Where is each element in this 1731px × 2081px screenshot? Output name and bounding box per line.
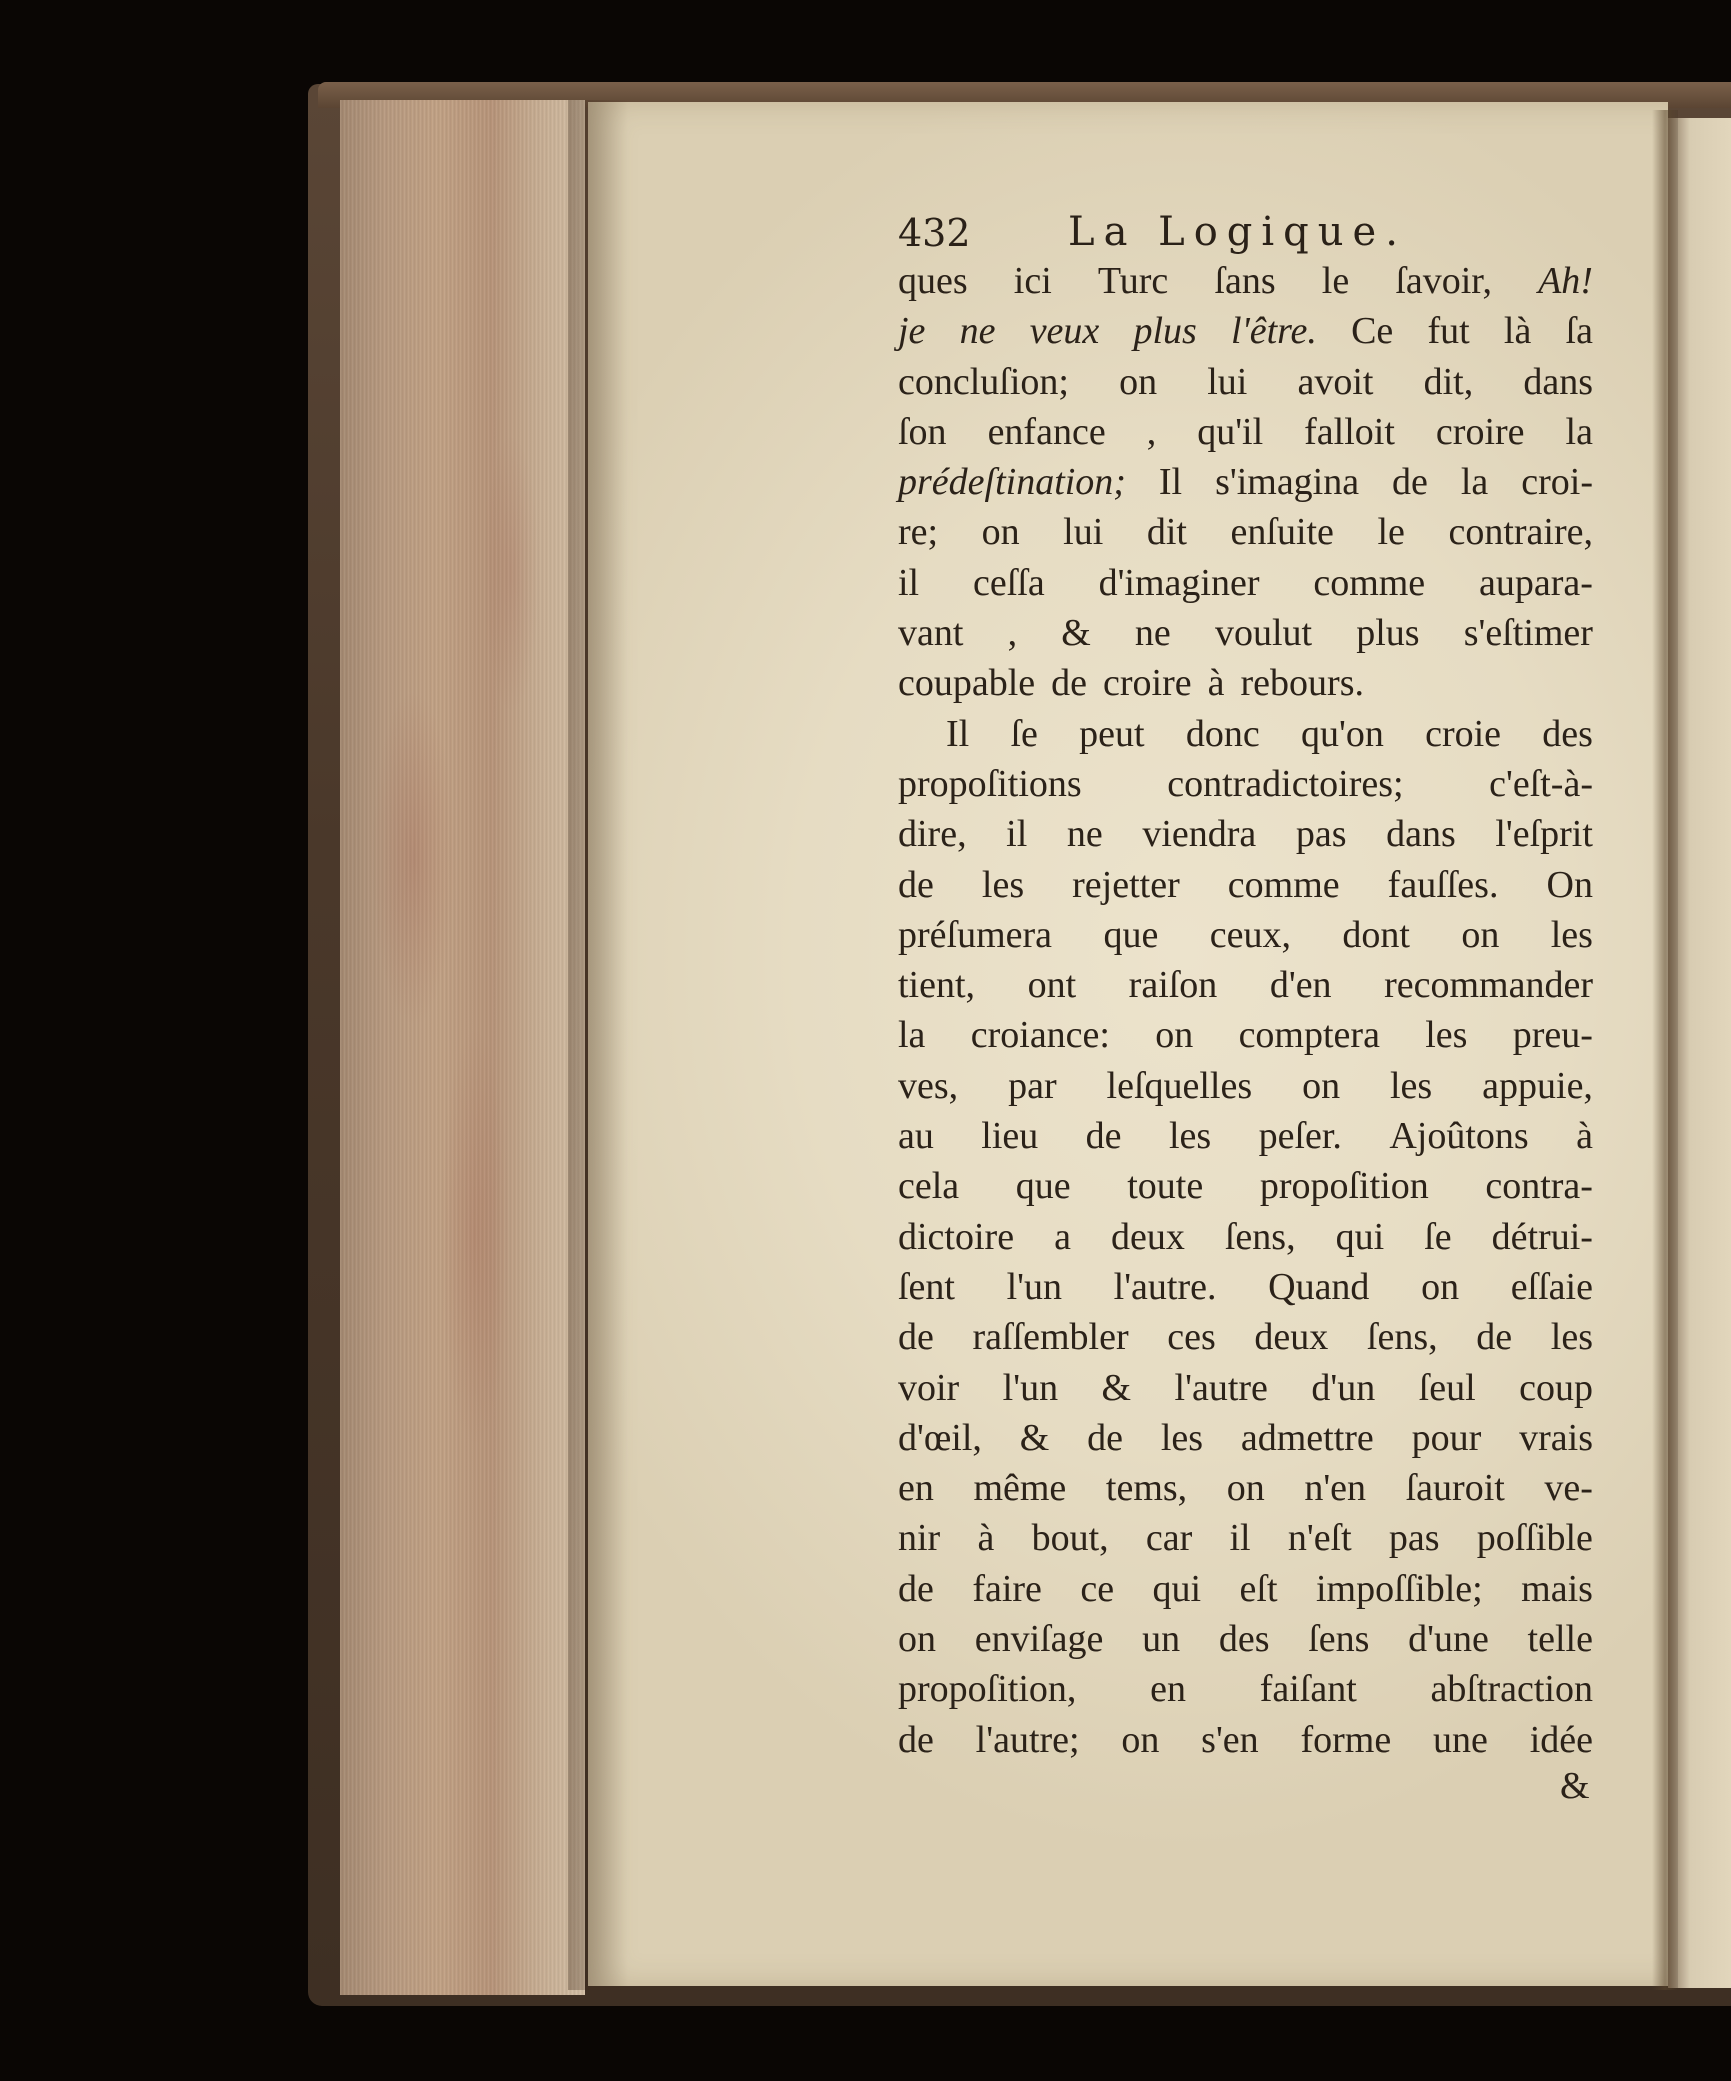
word: ſauroit [1405,1467,1505,1510]
text-line [898,1564,1593,1614]
word: de [898,1567,934,1610]
text-line [898,910,1593,960]
gutter-shadow [1652,110,1678,1990]
page-shadow [568,100,628,1990]
word: abſtraction [1430,1668,1593,1711]
running-title: La Logique. [1068,209,1407,255]
word: on [1421,1265,1460,1308]
word: là [1503,310,1532,353]
text-line [898,306,1593,356]
text-line [898,860,1593,910]
word: Il [1158,461,1183,504]
word: plus [1356,612,1420,655]
word: pour [1411,1416,1482,1459]
word: l'un [1006,1265,1063,1308]
word: rejetter [1072,863,1180,906]
word: cela [898,1165,960,1208]
word: ſavoir, [1395,260,1492,302]
text-line [898,357,1593,407]
word: deux [1110,1215,1185,1258]
word: Il [946,712,970,755]
word: propoſition, [898,1668,1077,1711]
word: à [977,1517,995,1560]
word: contradictoires; [1167,762,1404,805]
word: donc [1185,712,1260,755]
word: on [1461,913,1500,956]
word: dit, [1423,360,1474,403]
text-line [898,1010,1593,1060]
word: croie [1425,712,1502,755]
word: fauſſes. [1387,863,1499,906]
word: ſe [1424,1215,1452,1258]
text-line [898,809,1593,859]
word: ves, [898,1064,959,1107]
word: croire [1103,662,1192,705]
word: croire [1435,410,1525,453]
text-line [898,1111,1593,1161]
word: comptera [1238,1014,1380,1057]
word: les [1168,1115,1212,1158]
word: eſt [1239,1567,1278,1610]
word: raiſon [1128,964,1218,1007]
word: que [1103,913,1159,956]
word: ici [1013,260,1052,302]
word: dire, [898,813,967,856]
word: , [1007,612,1018,655]
word: d'un [1311,1366,1376,1409]
word: & [1019,1416,1050,1459]
text-line [898,658,1593,708]
word: on [898,1618,936,1661]
word: de [1085,1115,1122,1158]
word: rebours. [1240,662,1364,705]
word: admettre [1240,1416,1374,1459]
word: a [1054,1215,1071,1258]
word: ve- [1544,1467,1593,1510]
text-line [898,608,1593,658]
word: la [898,1014,926,1057]
word: mais [1521,1567,1593,1610]
word: bout, [1031,1517,1109,1560]
word: ne [959,310,996,353]
text-line [898,558,1593,608]
word: la [1565,410,1593,453]
word: un [1142,1618,1181,1661]
word: même [973,1467,1067,1510]
word: le [1321,260,1350,302]
word: qui [1335,1215,1385,1258]
word: il [1229,1517,1251,1560]
text-line [898,1363,1593,1413]
word: on [1155,1014,1194,1057]
word: & [1101,1366,1132,1409]
text-line [898,1161,1593,1211]
word: qu'on [1300,712,1384,755]
text-line [898,407,1593,457]
word: on [1119,360,1158,403]
word: poſſible [1476,1517,1593,1560]
word: des [1542,712,1593,755]
word: re; [898,511,939,554]
text-line [898,1212,1593,1262]
word: d'en [1269,964,1332,1007]
word: les [1160,1416,1204,1459]
text-line [898,1312,1593,1362]
word: d'imaginer [1098,561,1260,604]
word: ſens [1308,1618,1370,1661]
text-line [898,1513,1593,1563]
word: qui [1152,1567,1202,1610]
word: de [898,1316,934,1359]
catchword: & [1560,1765,1590,1807]
word: Ajoûtons [1389,1115,1529,1158]
word: contraire, [1448,511,1593,554]
word: ſens, [1366,1316,1438,1359]
word: fut [1427,310,1470,353]
word: car [1145,1517,1193,1560]
word: toute [1127,1165,1204,1208]
word: viendra [1142,813,1257,856]
word: d'œil, [898,1416,982,1459]
word: veux [1029,310,1100,353]
word: on [1226,1467,1265,1510]
word: raſſembler [972,1316,1129,1359]
word: je [898,310,926,353]
word: ſens, [1224,1215,1296,1258]
word: eſſaie [1510,1265,1593,1308]
word: au [898,1115,934,1158]
word: ces [1167,1316,1216,1359]
text-line [898,1614,1593,1664]
word: il [1006,813,1028,856]
word: concluſion; [898,360,1069,403]
word: faire [972,1567,1042,1610]
word: propoſition [1259,1165,1429,1208]
word: en [1150,1668,1186,1711]
text-line [898,759,1593,809]
word: ceſſa [972,561,1045,604]
word: leſquelles [1106,1064,1253,1107]
word: ne [1066,813,1103,856]
word: les [1550,1316,1593,1359]
word: dictoire [898,1215,1015,1258]
word: prédeſtination; [898,461,1126,504]
word: l'un [1002,1366,1059,1409]
word: & [1061,612,1091,655]
word: préſumera [898,913,1053,956]
word: tient, [898,964,976,1007]
word: des [1218,1618,1270,1661]
word: l'être. [1231,310,1317,353]
word: les [1425,1014,1468,1057]
word: s'imagina [1215,461,1360,504]
word: enſuite [1230,511,1334,554]
word: croiance: [970,1014,1110,1057]
word: il [898,561,920,604]
word: de [1051,662,1088,705]
word: dont [1342,913,1410,956]
word: les [1550,913,1593,956]
word: on [1121,1718,1160,1761]
word: ques [898,260,968,302]
word: nir [898,1517,941,1560]
word: ſe [1010,712,1038,755]
word: croi- [1521,461,1593,504]
word: n'eſt [1287,1517,1352,1560]
word: vrais [1519,1416,1593,1459]
word: à [1576,1115,1593,1158]
word: vant [898,612,964,655]
word: peſer. [1258,1115,1342,1158]
word: par [1008,1064,1057,1107]
text-line [898,1715,1593,1765]
word: Turc [1097,260,1169,302]
word: c'eſt-à- [1489,762,1593,805]
word: lui [1207,360,1248,403]
word: , [1146,410,1157,453]
text-line [898,960,1593,1010]
word: on [1302,1064,1341,1107]
word: forme [1300,1718,1392,1761]
text-line [898,1664,1593,1714]
word: avoit [1297,360,1374,403]
word: l'eſprit [1495,813,1593,856]
word: idée [1529,1718,1593,1761]
word: ſent [898,1265,955,1308]
text-line [898,1262,1593,1312]
word: deux [1254,1316,1329,1359]
word: que [1015,1165,1071,1208]
word: de [1392,461,1428,504]
body-text [898,256,1593,1765]
word: enfance [987,410,1106,453]
word: ne [1134,612,1171,655]
word: impoſſible; [1315,1567,1483,1610]
page-edges [340,100,585,1995]
word: lieu [981,1115,1039,1158]
word: voulut [1214,612,1313,655]
word: ceux, [1209,913,1291,956]
word: preu- [1512,1014,1593,1057]
word: ſans [1214,260,1276,302]
page-number: 432 [898,211,971,255]
word: ſa [1565,310,1593,353]
word: coup [1519,1366,1593,1409]
word: dans [1386,813,1456,856]
word: l'autre. [1113,1265,1217,1308]
word: appuie, [1482,1064,1593,1107]
word: dans [1523,360,1593,403]
word: faiſant [1259,1668,1357,1711]
word: coupable [898,662,1036,705]
word: d'une [1408,1618,1489,1661]
word: une [1433,1718,1488,1761]
word: ſeul [1418,1366,1476,1409]
word: tems, [1105,1467,1188,1510]
word: on [981,511,1020,554]
word: à [1207,662,1225,705]
word: s'eſtimer [1463,612,1593,655]
word: de [1476,1316,1513,1359]
word: s'en [1201,1718,1259,1761]
text-line [898,1413,1593,1463]
word: détrui- [1491,1215,1593,1258]
word: Quand [1268,1265,1370,1308]
text-line [898,256,1593,306]
word: recommander [1384,964,1593,1007]
word: peut [1079,712,1145,755]
word: plus [1133,310,1197,353]
word: le [1377,511,1405,554]
text-line [898,709,1593,759]
word: contra- [1485,1165,1593,1208]
word: ont [1027,964,1077,1007]
word: les [1390,1064,1433,1107]
word: l'autre; [975,1718,1080,1761]
text-line [898,1463,1593,1513]
text-line [898,507,1593,557]
word: comme [1313,561,1426,604]
word: les [981,863,1025,906]
word: qu'il [1197,410,1264,453]
word: la [1460,461,1489,504]
word: Ce [1351,310,1394,353]
word: ſon [898,410,947,453]
word: dit [1146,511,1187,554]
word: Ah! [1538,260,1593,302]
word: propoſitions [898,762,1082,805]
word: en [898,1467,934,1510]
word: de [898,1718,934,1761]
word: comme [1227,863,1340,906]
word: falloit [1304,410,1395,453]
word: On [1546,863,1593,906]
word: de [898,863,934,906]
word: voir [898,1366,960,1409]
word: aupara- [1479,561,1593,604]
word: ce [1080,1567,1115,1610]
word: l'autre [1174,1366,1268,1409]
word: n'en [1304,1467,1367,1510]
word: de [1087,1416,1123,1459]
text-line [898,457,1593,507]
word: enviſage [974,1618,1104,1661]
word: pas [1388,1517,1440,1560]
word: pas [1295,813,1347,856]
word: lui [1063,511,1104,554]
text-line [898,1061,1593,1111]
word: telle [1527,1618,1593,1661]
